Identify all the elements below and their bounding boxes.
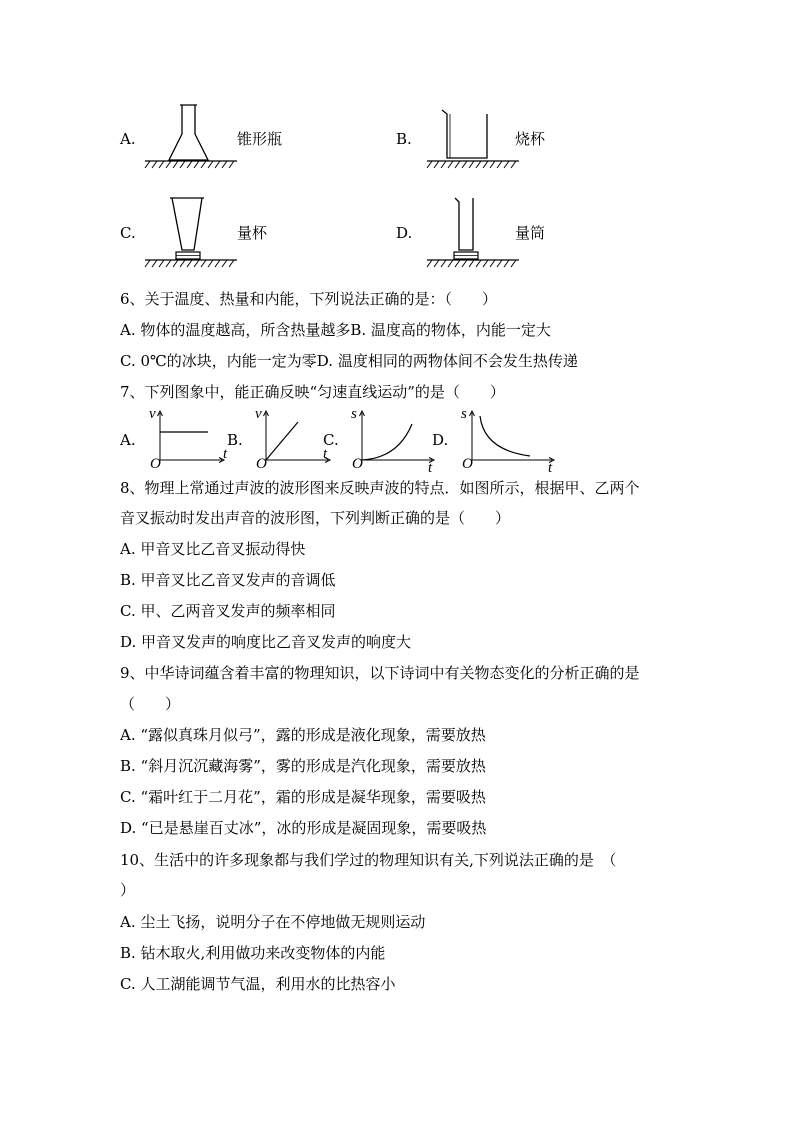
- q7-stem: 7、下列图象中，能正确反映“匀速直线运动”的是（ ）: [120, 383, 505, 401]
- q6-options-line2: C. 0℃的冰块，内能一定为零D. 温度相同的两物体间不会发生热传递: [120, 352, 578, 370]
- q5-option-a-letter: A.: [120, 130, 136, 148]
- q8-option-d: D. 甲音叉发声的响度比乙音叉发声的响度大: [120, 633, 412, 651]
- q10-stem-line2: ）: [120, 881, 136, 899]
- q7-b-xlabel: t: [323, 446, 328, 462]
- q10-option-b: B. 钻木取火,利用做功来改变物体的内能: [120, 944, 386, 962]
- q7-a-ylabel: v: [149, 406, 156, 422]
- q7-b-origin: O: [256, 456, 267, 472]
- q10-option-c: C. 人工湖能调节气温，利用水的比热容小: [120, 975, 396, 993]
- q7-d-ylabel: s: [461, 406, 467, 422]
- q7-option-a-letter: A.: [120, 431, 136, 449]
- q9-option-d: D. “已是悬崖百丈冰”，冰的形成是凝固现象，需要吸热: [120, 819, 487, 837]
- q8-stem-line2: 音叉振动时发出声音的波形图，下列判断正确的是（ ）: [120, 509, 511, 527]
- q5-option-a-name: 锥形瓶: [237, 130, 283, 148]
- q5-option-c-name: 量杯: [237, 224, 268, 242]
- q9-stem-line2: （ ）: [120, 695, 181, 713]
- measuring-cup-icon: [142, 194, 242, 270]
- q7-graph-c: [348, 406, 438, 476]
- q7-c-ylabel: s: [351, 406, 357, 422]
- q5-option-c-letter: C.: [120, 224, 136, 242]
- q7-c-origin: O: [352, 456, 363, 472]
- q8-option-a: A. 甲音叉比乙音叉振动得快: [120, 540, 306, 558]
- q7-graph-b: [252, 406, 332, 472]
- flask-icon: [142, 100, 242, 172]
- q5-option-b-name: 烧杯: [515, 130, 546, 148]
- q5-option-b-letter: B.: [396, 130, 412, 148]
- q7-a-origin: O: [150, 456, 161, 472]
- q8-stem-line1: 8、物理上常通过声波的波形图来反映声波的特点．如图所示，根据甲、乙两个: [120, 479, 640, 497]
- q7-c-xlabel: t: [428, 460, 433, 476]
- q9-option-b: B. “斜月沉沉藏海雾”，雾的形成是汽化现象，需要放热: [120, 757, 486, 775]
- q7-option-d-letter: D.: [432, 431, 449, 449]
- q7-a-xlabel: t: [223, 446, 228, 462]
- q10-option-a: A. 尘土飞扬，说明分子在不停地做无规则运动: [120, 913, 426, 931]
- q7-d-xlabel: t: [548, 460, 553, 476]
- q9-stem-line1: 9、中华诗词蕴含着丰富的物理知识，以下诗词中有关物态变化的分析正确的是: [120, 664, 640, 682]
- q7-graph-d: [458, 406, 558, 476]
- q6-options-line1: A. 物体的温度越高，所含热量越多B. 温度高的物体，内能一定大: [120, 321, 551, 339]
- q8-option-b: B. 甲音叉比乙音叉发声的音调低: [120, 571, 336, 589]
- q6-stem: 6、关于温度、热量和内能，下列说法正确的是：（ ）: [120, 290, 498, 308]
- q7-b-ylabel: v: [255, 406, 262, 422]
- beaker-icon: [424, 100, 524, 172]
- q9-option-c: C. “霜叶红于二月花”，霜的形成是凝华现象，需要吸热: [120, 788, 486, 806]
- q9-option-a: A. “露似真珠月似弓”，露的形成是液化现象，需要放热: [120, 726, 486, 744]
- q10-stem-line1: 10、生活中的许多现象都与我们学过的物理知识有关,下列说法正确的是 （: [120, 851, 617, 869]
- q7-d-origin: O: [462, 456, 473, 472]
- q5-option-d-name: 量筒: [515, 224, 546, 242]
- q7-option-b-letter: B.: [227, 431, 243, 449]
- q7-graph-a: [146, 406, 228, 472]
- graduated-cylinder-icon: [424, 194, 524, 270]
- q8-option-c: C. 甲、乙两音叉发声的频率相同: [120, 602, 336, 620]
- q5-option-d-letter: D.: [396, 224, 413, 242]
- q7-option-c-letter: C.: [323, 431, 339, 449]
